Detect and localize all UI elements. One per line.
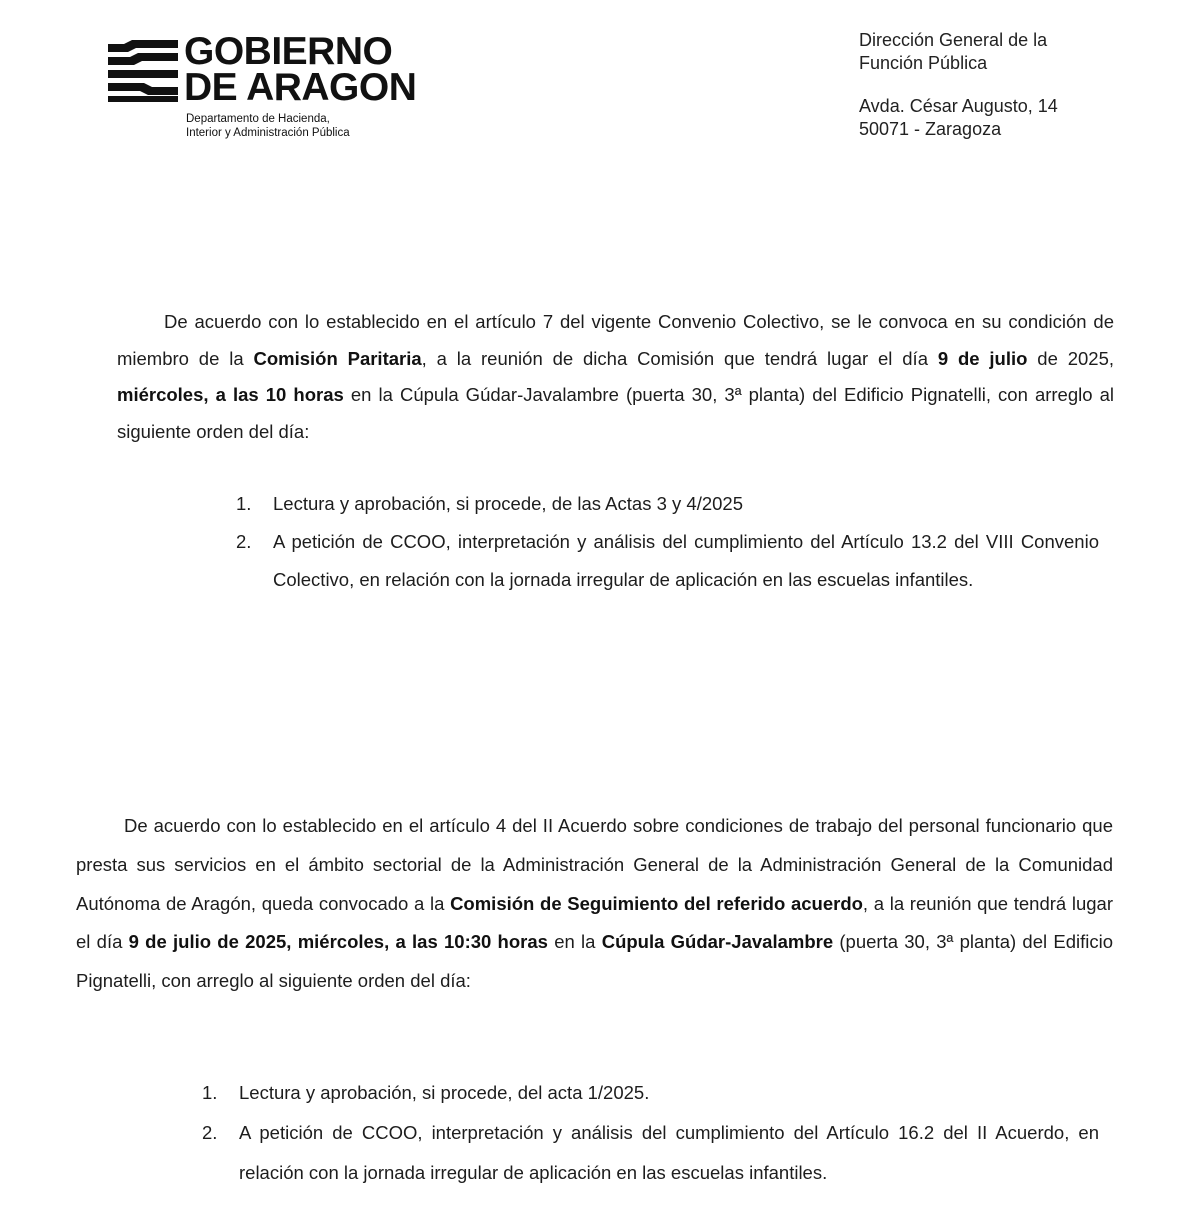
address-line3: Avda. César Augusto, 14: [859, 96, 1058, 116]
agenda-item: [202, 1113, 1099, 1193]
agenda-item-text: A petición de CCOO, interpretación y análisis del cumplimiento del Artículo 13.2 del VIII Convenio Colectivo, en relación con la jornada irregular de aplicación en las escuelas infantiles.: [273, 531, 1099, 590]
para1-text-3: de 2025,: [1027, 347, 1115, 369]
para1-bold-commission: Comisión Paritaria: [253, 347, 422, 369]
para2-text-1: De acuerdo con lo establecido en el artículo 4 del II Acuerdo sobre condiciones de trabajo del personal funcionario que presta sus servicios en el ámbito sectorial de la Administración General de la Administración General de la Comunidad Autónoma de Aragón, queda convocado a la: [76, 815, 1113, 914]
logo-name-line1: GOBIERNO: [184, 30, 393, 73]
logo-dept-line1: Departamento de Hacienda,: [186, 113, 330, 125]
agenda-item-number: 2.: [236, 531, 252, 552]
convocation-paragraph-1: [117, 304, 1114, 450]
para2-bold-commission: Comisión de Seguimiento del referido acuerdo: [450, 892, 863, 914]
logo-department: [186, 112, 350, 140]
para2-text-2: , a la reunión que tendrá lugar el día: [76, 892, 1114, 953]
agenda-item-number: 1.: [236, 493, 252, 514]
para1-text-4: en la Cúpula Gúdar-Javalambre (puerta 30, 3ª planta) del Edificio Pignatelli, con arreglo al siguiente orden del día:: [117, 384, 1114, 442]
agenda-item: [202, 1073, 1099, 1113]
gobierno-aragon-logo: [108, 30, 448, 148]
address-spacer: [859, 75, 1058, 95]
logo-wordmark: [184, 30, 417, 109]
agenda-item: [236, 523, 1099, 599]
agenda-item-number: 2.: [202, 1122, 218, 1143]
agenda-item: [236, 485, 1099, 523]
agenda-item-text: Lectura y aprobación, si procede, de las Actas 3 y 4/2025: [273, 493, 743, 514]
agenda-list-1: [236, 485, 1099, 599]
para1-text-2: , a la reunión de dicha Comisión que tendrá lugar el día: [421, 347, 938, 369]
agenda-item-number: 1.: [202, 1082, 218, 1103]
para2-text-4: (puerta 30, 3ª planta) del Edificio Pignatelli, con arreglo al siguiente orden del día:: [76, 931, 1114, 992]
para2-text-3: en la: [547, 931, 602, 953]
aragon-stripes-logo-icon: [108, 40, 178, 102]
convocation-paragraph-2: [76, 807, 1113, 1001]
para1-bold-time: miércoles, a las 10 horas: [117, 384, 344, 405]
address-line4: 50071 - Zaragoza: [859, 119, 1002, 139]
agenda-item-text: Lectura y aprobación, si procede, del acta 1/2025.: [239, 1082, 650, 1103]
logo-dept-line2: Interior y Administración Pública: [186, 127, 350, 139]
agenda-item-text: A petición de CCOO, interpretación y análisis del cumplimiento del Artículo 16.2 del II Acuerdo, en relación con la jornada irregular de aplicación en las escuelas infantiles.: [239, 1122, 1099, 1183]
logo-name-line2: DE ARAGON: [184, 66, 417, 109]
agenda-list-2: [202, 1073, 1099, 1193]
address-line1: Dirección General de la: [859, 30, 1048, 50]
sender-address: [859, 29, 1058, 141]
para2-bold-location: Cúpula Gúdar-Javalambre: [601, 931, 834, 953]
address-line2: Función Pública: [859, 53, 988, 73]
para2-bold-date-time: 9 de julio de 2025, miércoles, a las 10:30 horas: [128, 931, 548, 953]
para1-bold-date: 9 de julio: [937, 347, 1028, 369]
para1-text-1: De acuerdo con lo establecido en el artículo 7 del vigente Convenio Colectivo, se le convoca en su condición de miembro de la: [117, 311, 1114, 369]
